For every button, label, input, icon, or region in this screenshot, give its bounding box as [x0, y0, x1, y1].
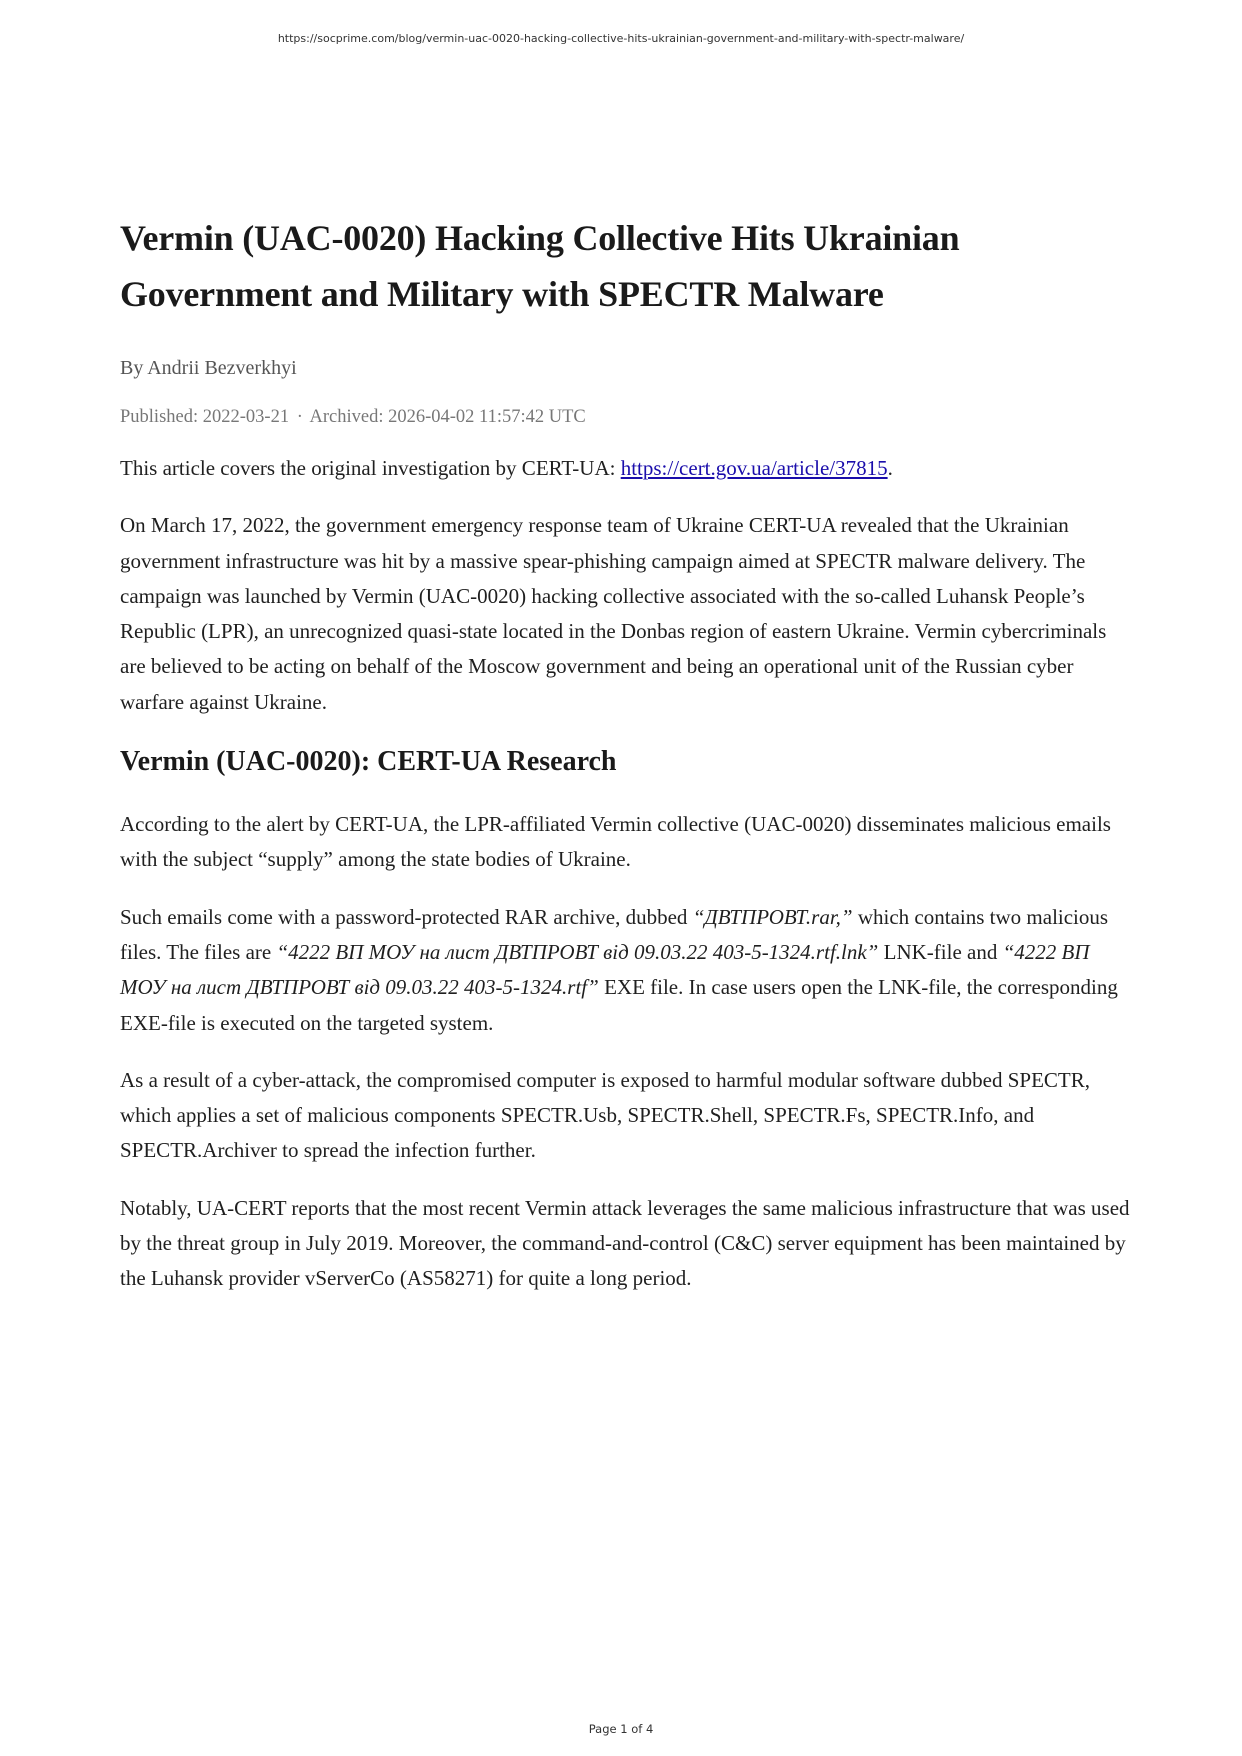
intro-text: This article covers the original investigation by CERT-UA:	[120, 456, 621, 480]
article-body	[120, 210, 1136, 1297]
published-date: Published: 2022-03-21	[120, 407, 290, 427]
paragraph-5: Notably, UA-CERT reports that the most recent Vermin attack leverages the same malicious infrastructure that was used by the threat group in July 2019. Moreover, the command-and-control (C&C) server equipment has been maintained by the Luhansk provider vServerCo (AS58271) for quite a long period.	[120, 1195, 1130, 1291]
author-byline: By Andrii Bezverkhyi	[120, 357, 297, 379]
p3-text-2: which contains two malicious files. The files are	[120, 904, 1109, 964]
paragraph-3	[120, 900, 1136, 1041]
intro-paragraph	[120, 451, 1136, 486]
date-separator: ·	[296, 407, 303, 427]
lnk-file-name: “4222 ВП МОУ на лист ДВТПРОВТ від 09.03.22 403-5-1324.rtf.lnk”	[276, 939, 879, 964]
publication-dates	[120, 402, 1136, 432]
title-line-2: Government and Military with SPECTR Malware	[120, 274, 884, 314]
archived-date: Archived: 2026-04-02 11:57:42 UTC	[309, 407, 586, 427]
rar-archive-name: “ДВТПРОВТ.rar,”	[692, 904, 853, 929]
article-title	[120, 210, 1136, 322]
p3-text-3: LNK-file and	[878, 939, 1003, 964]
paragraph-1: On March 17, 2022, the government emergency response team of Ukraine CERT-UA revealed that the Ukrainian government infrastructure was hit by a massive spear-phishing campaign aimed at SPECTR malware delivery. The campaign was launched by Vermin (UAC-0020) hacking collective associated with the so-called Luhansk People’s Republic (LPR), an unrecognized quasi-state located in the Donbas region of eastern Ukraine. Vermin cybercriminals are believed to be acting on behalf of the Moscow government and being an operational unit of the Russian cyber warfare against Ukraine.	[120, 513, 1107, 714]
section-heading: Vermin (UAC-0020): CERT-UA Research	[120, 746, 617, 778]
title-line-1: Vermin (UAC-0020) Hacking Collective Hits Ukrainian	[120, 218, 960, 258]
p3-text-4: EXE file. In case users open the LNK-file, the corresponding EXE-file is executed on the targeted system.	[120, 975, 1118, 1035]
exe-file-name: “4222 ВП МОУ на лист ДВТПРОВТ від 09.03.22 403-5-1324.rtf”	[120, 939, 1090, 1000]
page-number-footer: Page 1 of 4	[588, 1722, 654, 1736]
p3-text-1: Such emails come with a password-protected RAR archive, dubbed	[120, 904, 693, 929]
intro-period: .	[887, 456, 893, 480]
cert-ua-article-link[interactable]: https://cert.gov.ua/article/37815	[620, 456, 888, 480]
page-url-header: https://socprime.com/blog/vermin-uac-0020-hacking-collective-hits-ukrainian-government-and-military-with-spectr-malware/	[277, 32, 965, 45]
paragraph-4: As a result of a cyber-attack, the compromised computer is exposed to harmful modular software dubbed SPECTR, which applies a set of malicious components SPECTR.Usb, SPECTR.Shell, SPECTR.Fs, SPECTR.Info, and SPECTR.Archiver to spread the infection further.	[120, 1067, 1090, 1163]
paragraph-2: According to the alert by CERT-UA, the LPR-affiliated Vermin collective (UAC-0020) disseminates malicious emails with the subject “supply” among the state bodies of Ukraine.	[120, 812, 1111, 872]
